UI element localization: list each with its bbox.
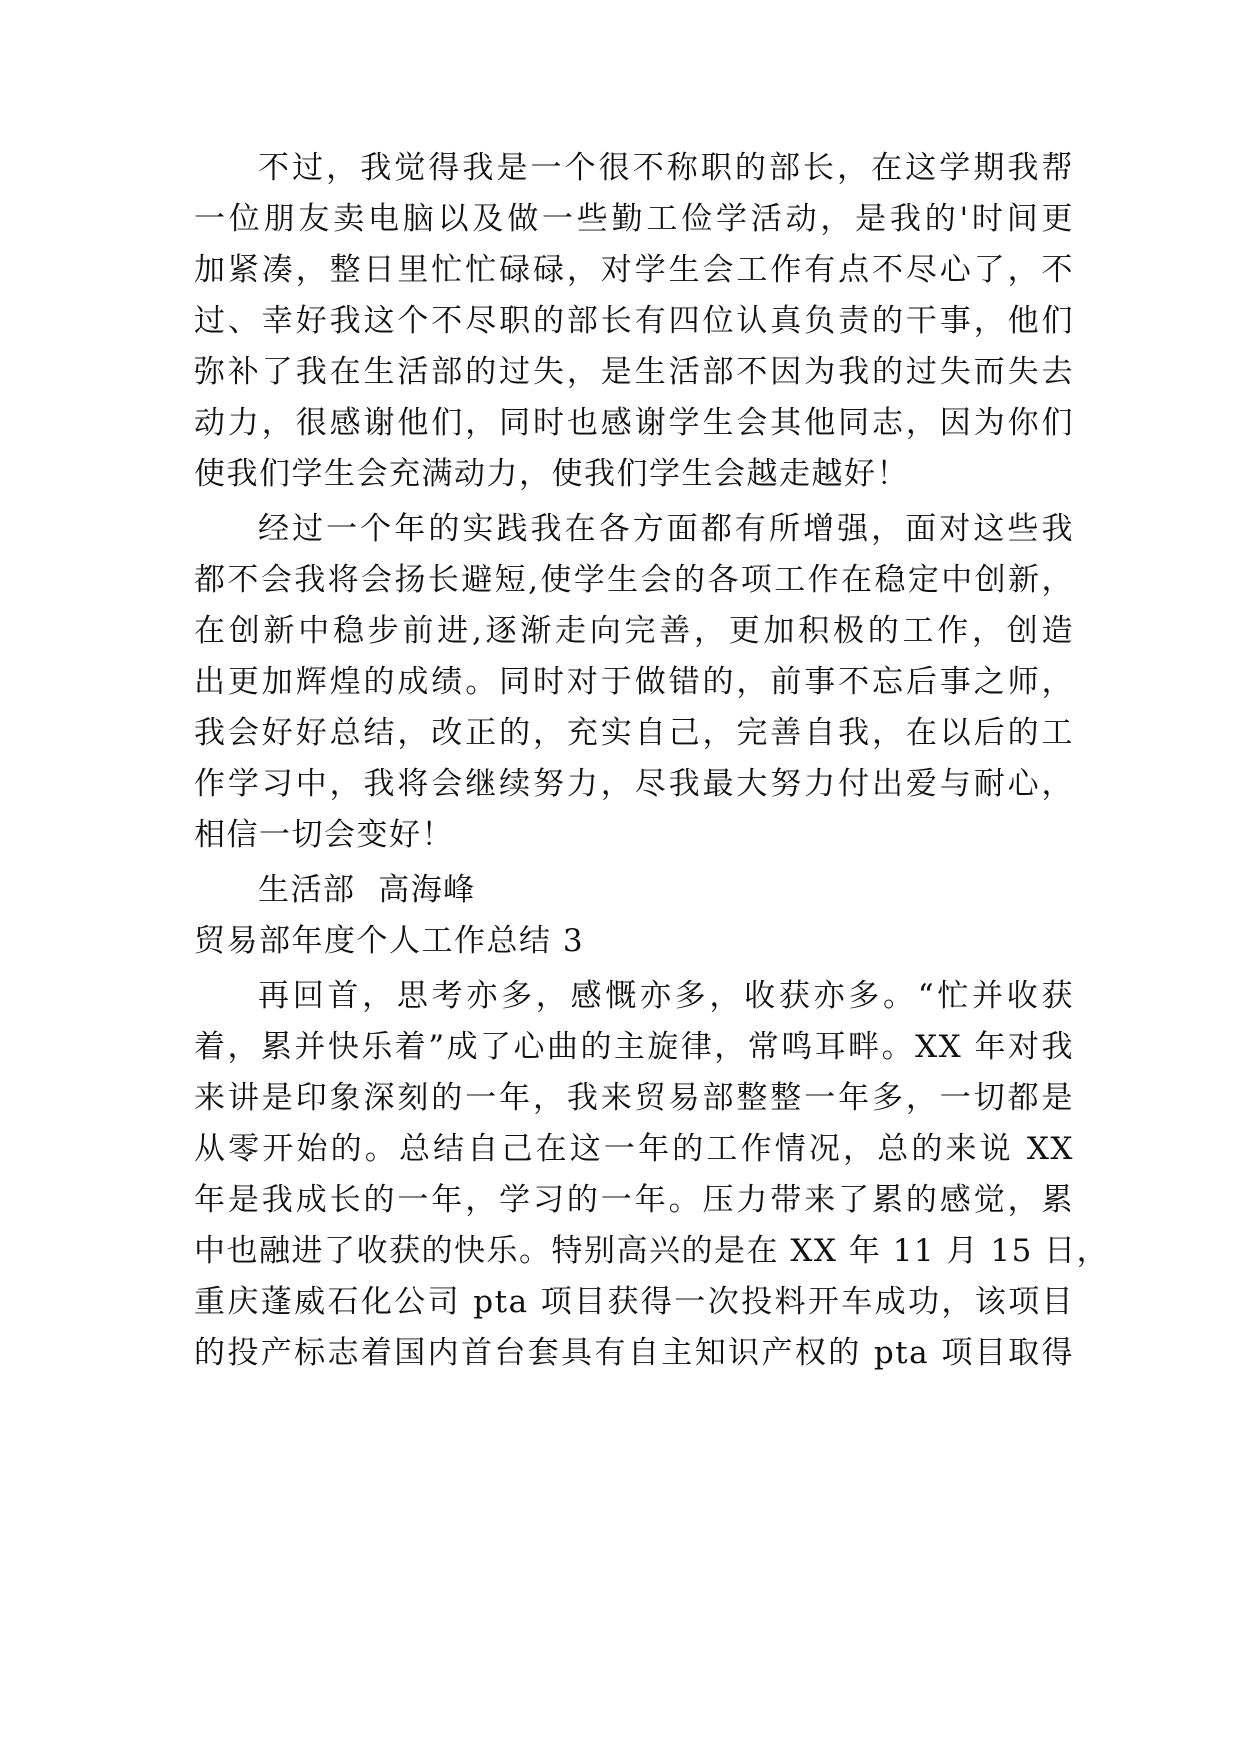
paragraph-1-line: 弥补了我在生活部的过失，是生活部不因为我的过失而失去 [194,354,1074,390]
paragraph-1-line: 使我们学生会充满动力，使我们学生会越走越好！ [194,456,909,492]
paragraph-1-line: 动力，很感谢他们，同时也感谢学生会其他同志，因为你们 [194,405,1074,441]
paragraph-3-line: 再回首，思考亦多，感慨亦多，收获亦多。“忙并收获 [258,978,1074,1014]
paragraph-1-line: 加紧凑，整日里忙忙碌碌，对学生会工作有点不尽心了，不 [194,252,1074,288]
paragraph-1-line: 一位朋友卖电脑以及做一些勤工俭学活动，是我的'时间更 [194,201,1074,237]
paragraph-2-line: 经过一个年的实践我在各方面都有所增强，面对这些我 [258,511,1074,547]
paragraph-3-line: 的投产标志着国内首台套具有自主知识产权的 pta 项目取得 [194,1335,1074,1371]
paragraph-2-line: 相信一切会变好！ [194,817,454,853]
paragraph-1-line: 过、幸好我这个不尽职的部长有四位认真负责的干事，他们 [194,303,1074,339]
paragraph-3-line: 着，累并快乐着”成了心曲的主旋律，常鸣耳畔。XX 年对我 [194,1029,1074,1065]
signature: 生活部 高海峰 [258,872,476,908]
paragraph-3-line: 重庆蓬威石化公司 pta 项目获得一次投料开车成功，该项目 [194,1284,1074,1320]
paragraph-2-line: 作学习中，我将会继续努力，尽我最大努力付出爱与耐心， [194,766,1074,802]
paragraph-1-line: 不过，我觉得我是一个很不称职的部长，在这学期我帮 [258,150,1074,186]
paragraph-2-line: 我会好好总结，改正的，充实自己，完善自我，在以后的工 [194,715,1074,751]
paragraph-2-line: 在创新中稳步前进,逐渐走向完善，更加积极的工作，创造 [194,613,1074,649]
paragraph-3-line: 从零开始的。总结自己在这一年的工作情况，总的来说 XX [194,1131,1074,1167]
paragraph-3-line: 来讲是印象深刻的一年，我来贸易部整整一年多，一切都是 [194,1080,1074,1116]
paragraph-3-line: 中也融进了收获的快乐。特别高兴的是在 XX 年 11 月 15 日， [194,1233,1110,1269]
paragraph-2-line: 都不会我将会扬长避短,使学生会的各项工作在稳定中创新， [194,562,1074,598]
paragraph-2-line: 出更加辉煌的成绩。同时对于做错的，前事不忘后事之师， [194,664,1074,700]
paragraph-3-line: 年是我成长的一年，学习的一年。压力带来了累的感觉，累 [194,1182,1074,1218]
section-title: 贸易部年度个人工作总结 3 [194,923,585,959]
